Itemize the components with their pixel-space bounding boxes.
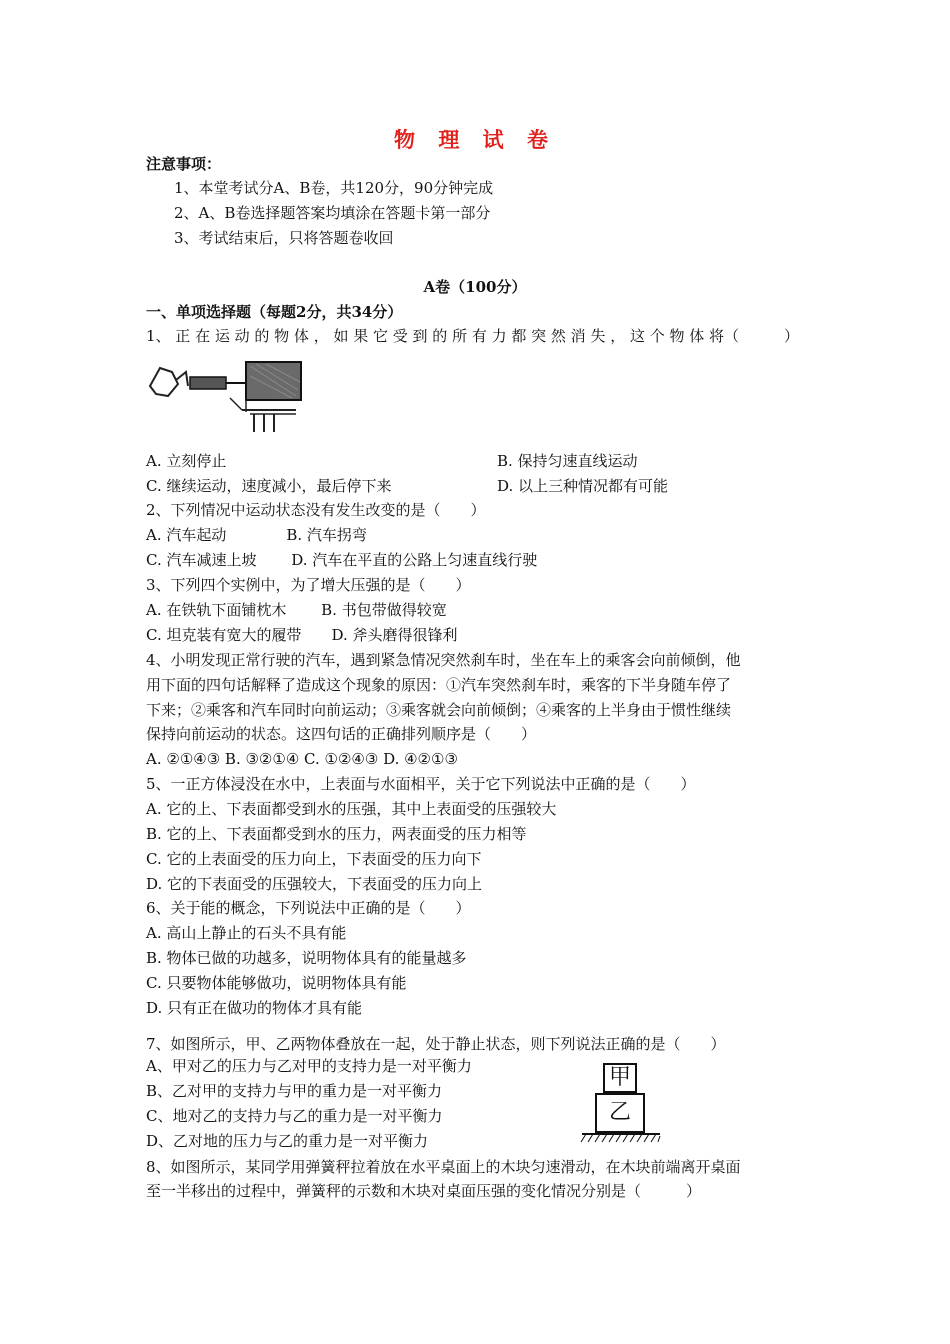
part1-heading: 一、单项选择题（每题2分，共34分） xyxy=(146,303,403,321)
q5-option-d: D. 它的下表面受的压强较大，下表面受的压力向上 xyxy=(146,875,483,893)
block-jia: 甲 xyxy=(603,1063,637,1093)
q1-spring-scale-figure xyxy=(146,352,306,436)
note-item-2: 2、A、B卷选择题答案均填涂在答题卡第一部分 xyxy=(174,204,491,222)
q5-option-c: C. 它的上表面受的压力向上，下表面受的压力向下 xyxy=(146,850,482,868)
q7-stem: 7、如图所示，甲、乙两物体叠放在一起，处于静止状态，则下列说法正确的是（ ） xyxy=(146,1035,726,1053)
q6-option-b: B. 物体已做的功越多，说明物体具有的能量越多 xyxy=(146,949,467,967)
notes-heading: 注意事项： xyxy=(146,155,222,173)
q3-options-cd: C. 坦克装有宽大的履带 D. 斧头磨得很锋利 xyxy=(146,626,458,644)
q4-line-2: 用下面的四句话解释了造成这个现象的原因：①汽车突然刹车时，乘客的下半身随车停了 xyxy=(146,676,732,694)
q6-option-a: A. 高山上静止的石头不具有能 xyxy=(146,924,347,942)
q6-stem: 6、关于能的概念，下列说法中正确的是（ ） xyxy=(146,899,471,917)
q1-stem: 1、 正 在 运 动 的 物 体 ， 如 果 它 受 到 的 所 有 力 都 突 然 消 失 ， 这 个 物 体 将（ ） xyxy=(146,327,800,345)
q4-line-1: 4、小明发现正常行驶的汽车，遇到紧急情况突然刹车时，坐在车上的乘客会向前倾倒，他 xyxy=(146,651,741,669)
q2-stem: 2、下列情况中运动状态没有发生改变的是（ ） xyxy=(146,501,486,519)
q7-option-d: D、乙对地的压力与乙的重力是一对平衡力 xyxy=(146,1132,429,1150)
q4-options: A. ②①④③ B. ③②①④ C. ①②④③ D. ④②①③ xyxy=(146,750,458,768)
ground-hatching xyxy=(580,1132,662,1144)
q1-option-d: D. 以上三种情况都有可能 xyxy=(497,477,669,495)
note-item-3: 3、考试结束后，只将答题卷收回 xyxy=(174,229,394,247)
q4-line-3: 下来；②乘客和汽车同时向前运动；③乘客就会向前倾倒；④乘客的上半身由于惯性继续 xyxy=(146,701,732,719)
page-title: 物 理 试 卷 xyxy=(394,127,556,152)
q6-option-c: C. 只要物体能够做功，说明物体具有能 xyxy=(146,974,407,992)
q5-stem: 5、一正方体浸没在水中，上表面与水面相平，关于它下列说法中正确的是（ ） xyxy=(146,775,696,793)
q6-option-d: D. 只有正在做功的物体才具有能 xyxy=(146,999,363,1017)
q3-options-ab: A. 在铁轨下面铺枕木 B. 书包带做得较宽 xyxy=(146,601,447,619)
block-yi: 乙 xyxy=(595,1093,645,1133)
q7-option-b: B、乙对甲的支持力与甲的重力是一对平衡力 xyxy=(146,1082,443,1100)
note-item-1: 1、本堂考试分A、B卷，共120分，90分钟完成 xyxy=(174,179,494,197)
q2-options-ab: A. 汽车起动 B. 汽车拐弯 xyxy=(146,526,367,544)
q8-line-1: 8、如图所示，某同学用弹簧秤拉着放在水平桌面上的木块匀速滑动，在木块前端离开桌面 xyxy=(146,1158,741,1176)
q4-line-4: 保持向前运动的状态。这四句话的正确排列顺序是（ ） xyxy=(146,725,537,743)
section-a-title: A卷（100分） xyxy=(423,278,527,296)
q3-stem: 3、下列四个实例中，为了增大压强的是（ ） xyxy=(146,576,471,594)
q7-option-c: C、地对乙的支持力与乙的重力是一对平衡力 xyxy=(146,1107,443,1125)
q8-line-2: 至一半移出的过程中，弹簧秤的示数和木块对桌面压强的变化情况分别是（ ） xyxy=(146,1182,702,1200)
q1-option-a: A. 立刻停止 xyxy=(146,452,227,470)
q7-stacked-blocks-figure xyxy=(580,1063,662,1145)
q1-option-b: B. 保持匀速直线运动 xyxy=(497,452,638,470)
q5-option-b: B. 它的上、下表面都受到水的压力，两表面受的压力相等 xyxy=(146,825,527,843)
q1-option-c: C. 继续运动，速度减小，最后停下来 xyxy=(146,477,392,495)
q2-options-cd: C. 汽车减速上坡 D. 汽车在平直的公路上匀速直线行驶 xyxy=(146,551,538,569)
q7-option-a: A、甲对乙的压力与乙对甲的支持力是一对平衡力 xyxy=(146,1057,472,1075)
q5-option-a: A. 它的上、下表面都受到水的压强，其中上表面受的压强较大 xyxy=(146,800,557,818)
